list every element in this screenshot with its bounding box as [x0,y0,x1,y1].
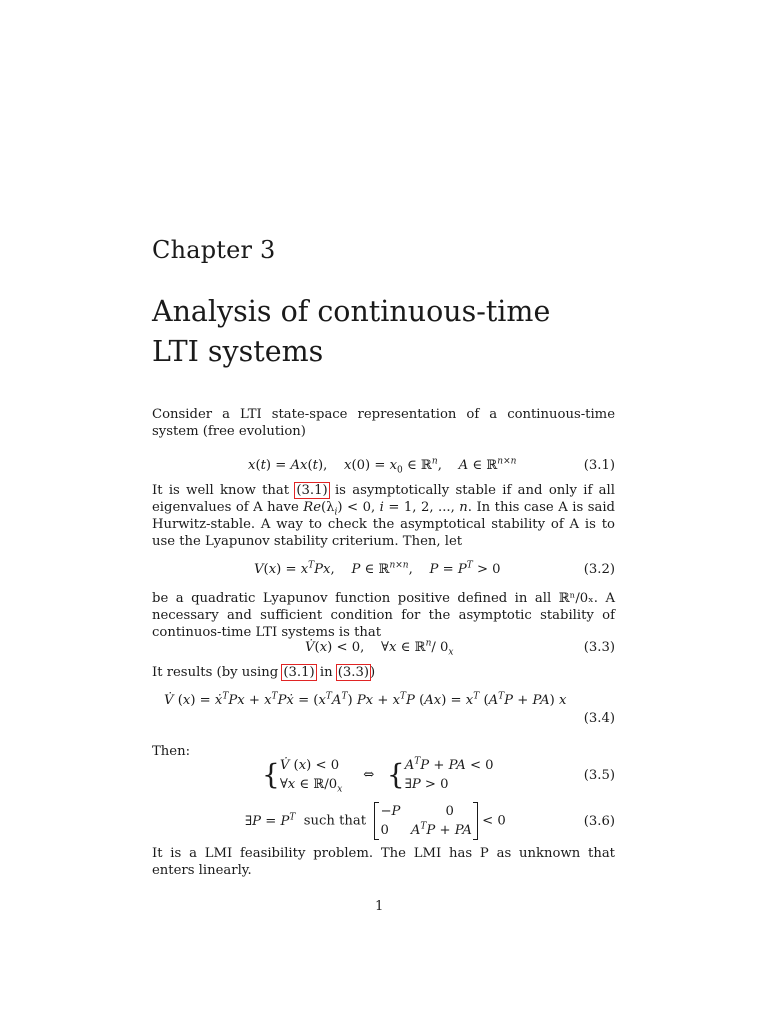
equation-3-5-number: (3.5) [583,768,615,783]
equation-3-1-body: x(t) = Ax(t), $x(0) = x_0$ ∈ ℝ$^n$, A ∈ ℝ$^{n\times n}$ [248,456,517,476]
equation-3-6 [152,802,615,842]
ref-link-3-1[interactable]: (3.1) [296,483,328,498]
equation-3-2-number: (3.2) [583,562,615,577]
chapter-title-line-1: Analysis of continuous-time [152,295,551,328]
equation-3-6-body: ∃P = $P^T$ such that −P 0 0 $A^TP$ + PA < 0 [245,804,506,838]
equation-3-6-number: (3.6) [583,814,615,829]
equation-3-4 [152,692,615,732]
intro-paragraph: Consider a LTI state-space representation of a continuous-time system (free evolution) [152,407,615,439]
stability-text-b: is asymptotically stable if and only if all eigenvalues of A have [152,483,615,515]
equation-3-3-body: V̇(x) < 0, ∀x ∈ ℝ$^n$/ $0_x$ [305,638,454,658]
stability-text-a: It is well know that [152,483,296,498]
results-text-c: ) [370,665,376,680]
lyapunov-paragraph: be a quadratic Lyapunov function positive defined in all ℝⁿ/0ₓ. A necessary and sufficient condition for the asymptotic stability of continuos-time LTI systems is that [152,591,615,640]
then-label: Then: [152,744,191,759]
results-text-a: It results (by using [152,665,283,680]
equivalence-symbol: ⇔ [363,767,375,783]
ref-link-3-3[interactable]: (3.3) [337,665,370,680]
results-paragraph [152,664,615,681]
equation-3-5-body: { V̇ (x) < 0 ∀x ∈ $ℝ/0_x$ ⇔ { $A^TP$ + PA < 0 ∃P > 0 [262,756,494,795]
results-text-b: in [315,665,337,680]
chapter-title-line-2: LTI systems [152,335,324,368]
equation-3-4-body: V̇ (x) = ẋ$^T$Px + $x^TPẋ = (x^TA^T) Px + x^TP$ $(Ax) = x^T$ $(A^TP + PA)$ x [164,691,567,708]
such-that-label: such that [303,813,367,829]
ref-link-3-1b[interactable]: (3.1) [283,665,315,680]
chapter-title [152,292,622,372]
lmi-matrix: −P 0 0 $A^TP$ + PA [374,802,477,840]
page-number: 1 [375,899,384,914]
stability-paragraph: It is well know that (3.1) is asymptotically stable if and only if all eigenvalues of A have $Re(\lambda_i) < 0$, i = 1, 2, ..., n. In this case A is said Hurwitz-stable. A way to check the asymptotical stability of A is to use the Lyapunov stability criterium. Then, let [152,483,615,549]
lmi-paragraph: It is a LMI feasibility problem. The LMI has P as unknown that enters linearly. [152,846,615,878]
stability-text-c: . In this case A is said Hurwitz-stable. A way to check the asymptotical stability of A is to use the Lyapunov stability criterium. Then, let [152,500,615,549]
equation-3-3-number: (3.3) [583,640,615,655]
equation-3-1-number: (3.1) [583,458,615,473]
equation-3-5 [152,756,615,796]
equation-3-4-number: (3.4) [583,711,615,726]
chapter-label: Chapter 3 [152,236,276,264]
equation-3-2-body: $V(x) = x^TPx$, P ∈ ℝ$^{n\times n}$, $P = P^T > 0$ [254,560,501,577]
